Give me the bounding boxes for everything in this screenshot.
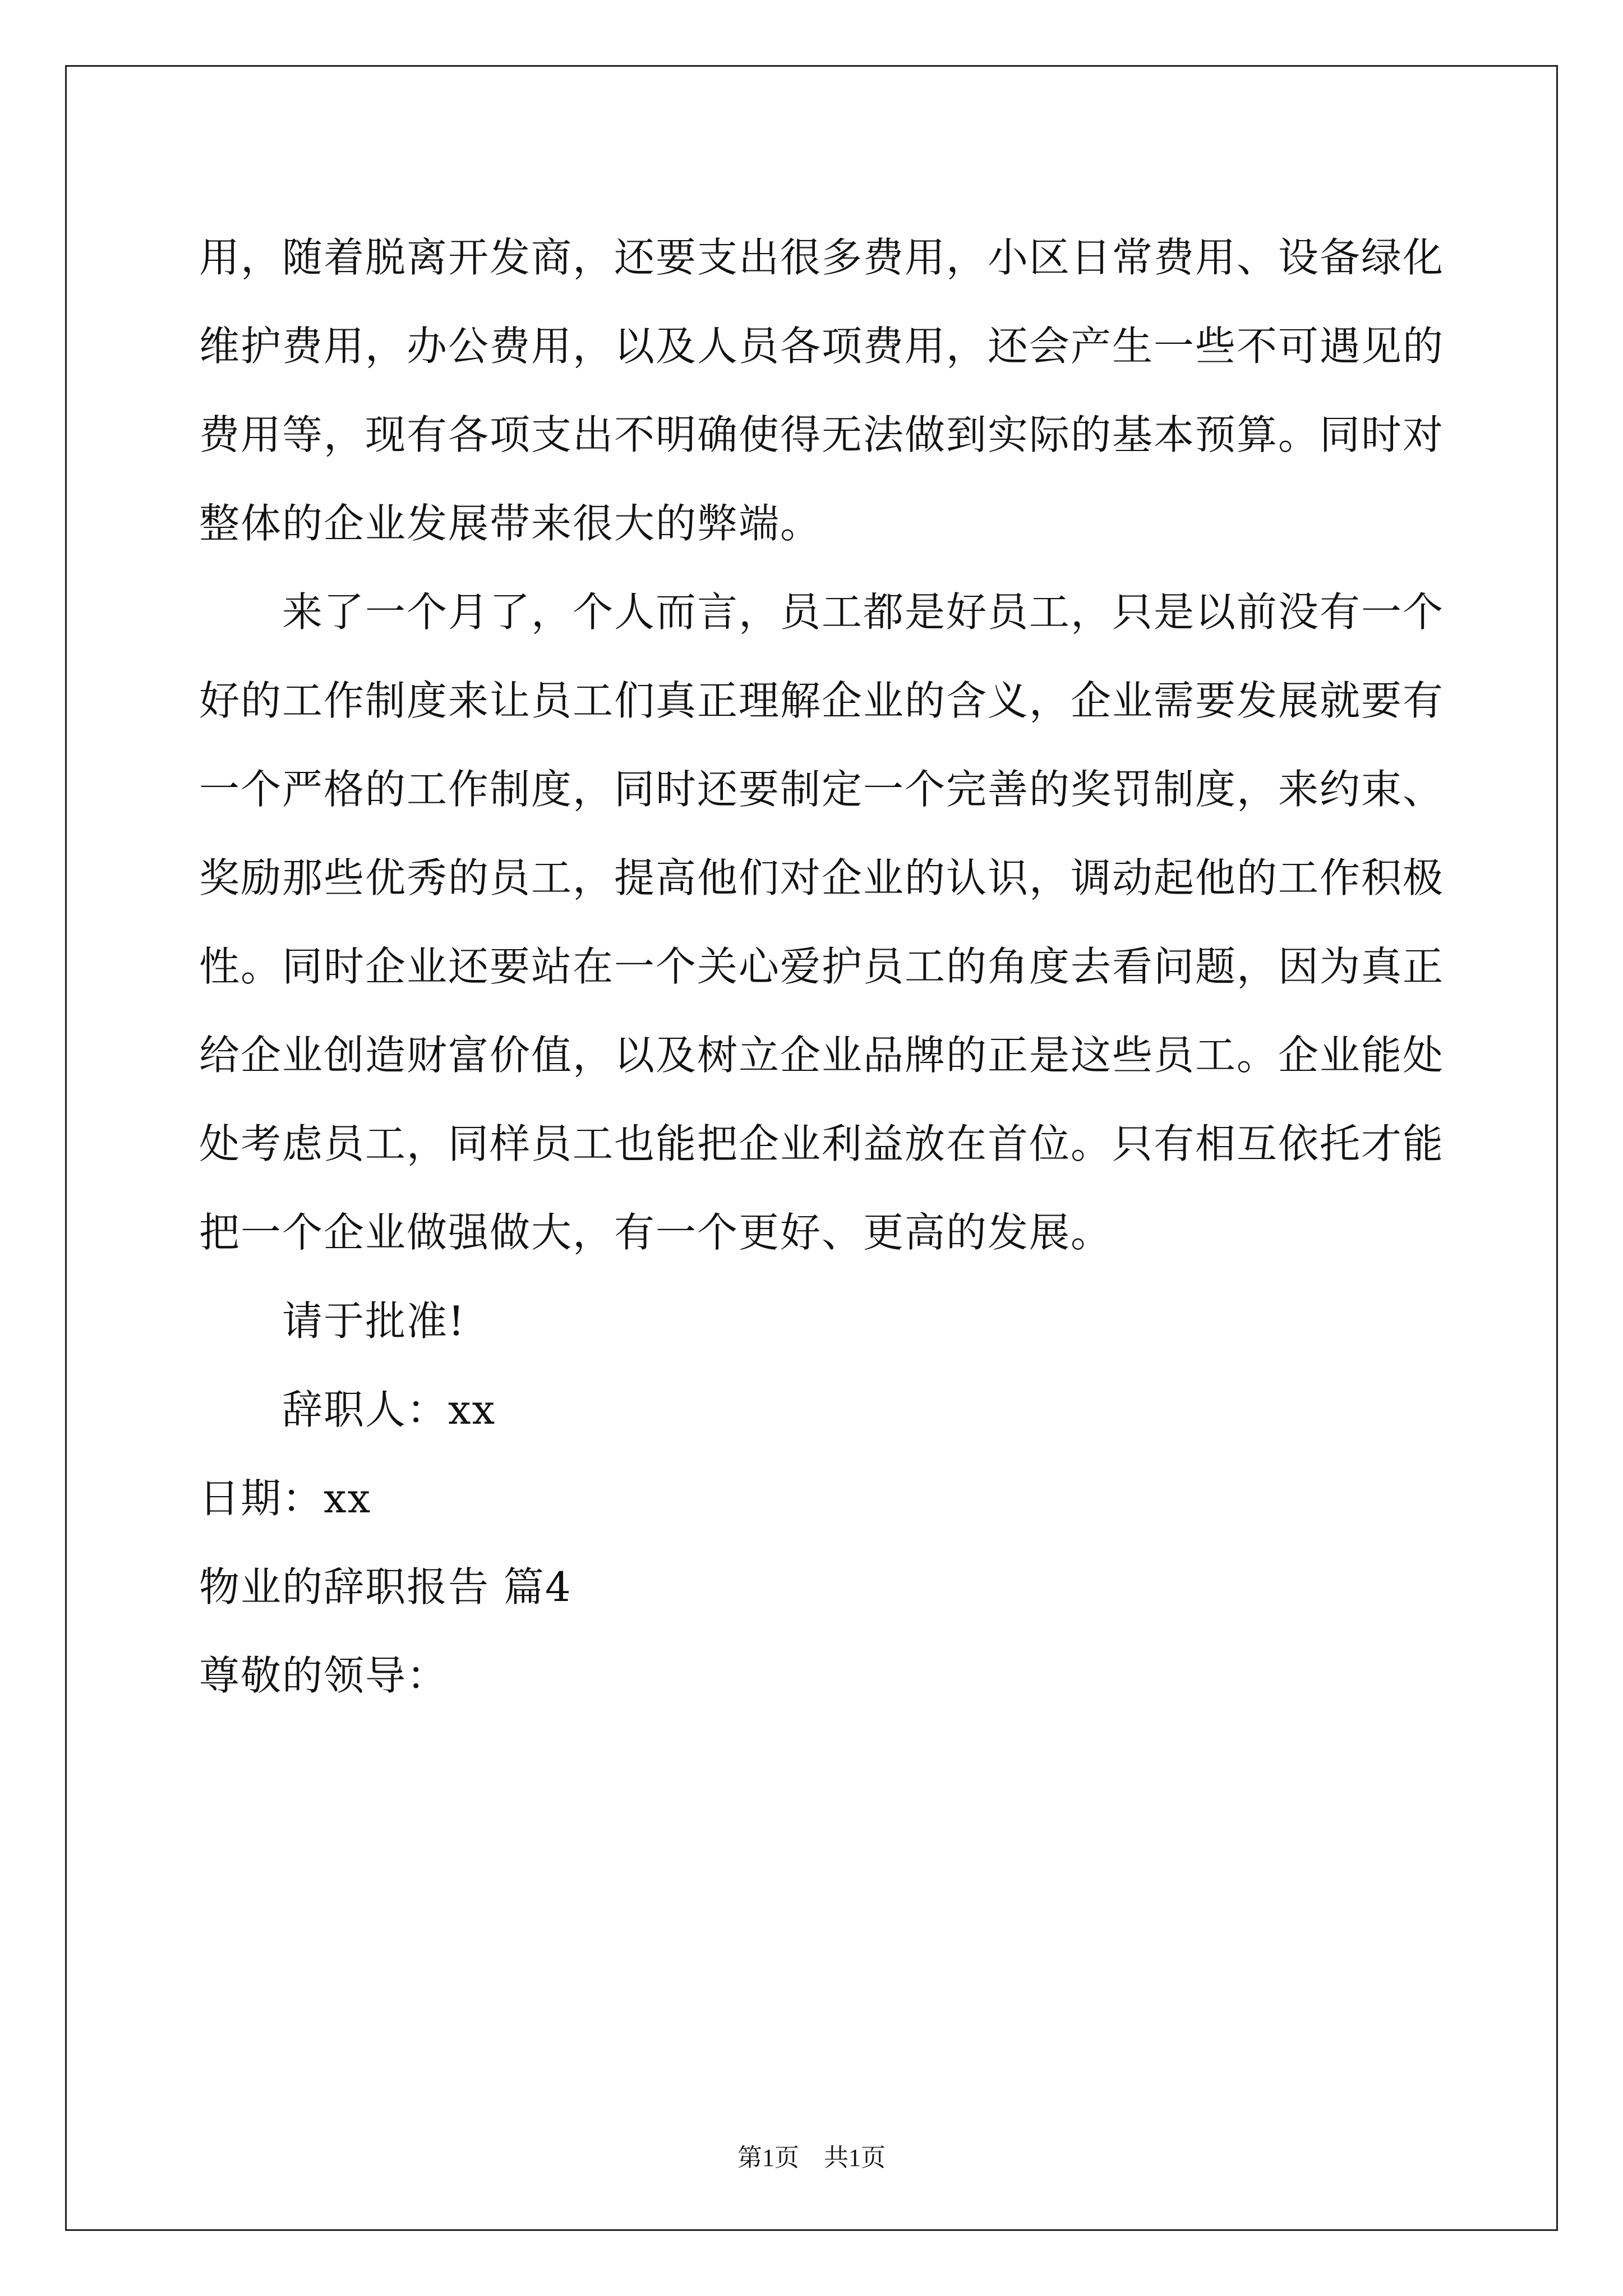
text-line: 请于批准! [282,1297,465,1345]
text-line: 奖励那些优秀的员工，提高他们对企业的认识，调动起他的工作积极 [199,854,1445,901]
salutation [199,1631,1433,1720]
text-line: 辞职人：xx [282,1386,496,1433]
document-body [199,213,1445,1720]
text-line: 一个严格的工作制度，同时还要制定一个完善的奖罚制度，来约束、 [199,766,1445,813]
signature-line [199,1365,1433,1454]
text-line: 日期：xx [199,1475,372,1522]
section-heading [199,1543,1433,1631]
page-number-footer: 第1页 共1页 [737,2144,886,2171]
text-line: 维护费用，办公费用，以及人员各项费用，还会产生一些不可遇见的 [199,323,1445,370]
text-line: 好的工作制度来让员工们真正理解企业的含义，企业需要发展就要有 [199,677,1445,724]
text-line: 给企业创造财富价值，以及树立企业品牌的正是这些员工。企业能处 [199,1032,1445,1079]
text-line: 费用等，现有各项支出不明确使得无法做到实际的基本预算。同时对 [199,411,1445,458]
text-line: 处考虑员工，同样员工也能把企业利益放在首位。只有相互依托才能 [199,1120,1445,1167]
text-line: 整体的企业发展带来很大的弊端。 [199,500,822,547]
text-line: 用，随着脱离开发商，还要支出很多费用，小区日常费用、设备绿化 [199,234,1445,281]
text-line: 把一个企业做强做大，有一个更好、更高的发展。 [199,1209,1113,1256]
text-line: 来了一个月了，个人而言，员工都是好员工，只是以前没有一个 [282,588,1445,636]
paragraph-staff [199,568,1445,1277]
date-line [199,1454,1433,1543]
closing-request [199,1277,1433,1365]
text-line: 性。同时企业还要站在一个关心爱护员工的角度去看问题，因为真正 [199,943,1445,990]
paragraph-expenses [199,213,1445,568]
text-line: 物业的辞职报告 篇4 [199,1563,572,1611]
text-line: 尊敬的领导： [199,1652,449,1699]
